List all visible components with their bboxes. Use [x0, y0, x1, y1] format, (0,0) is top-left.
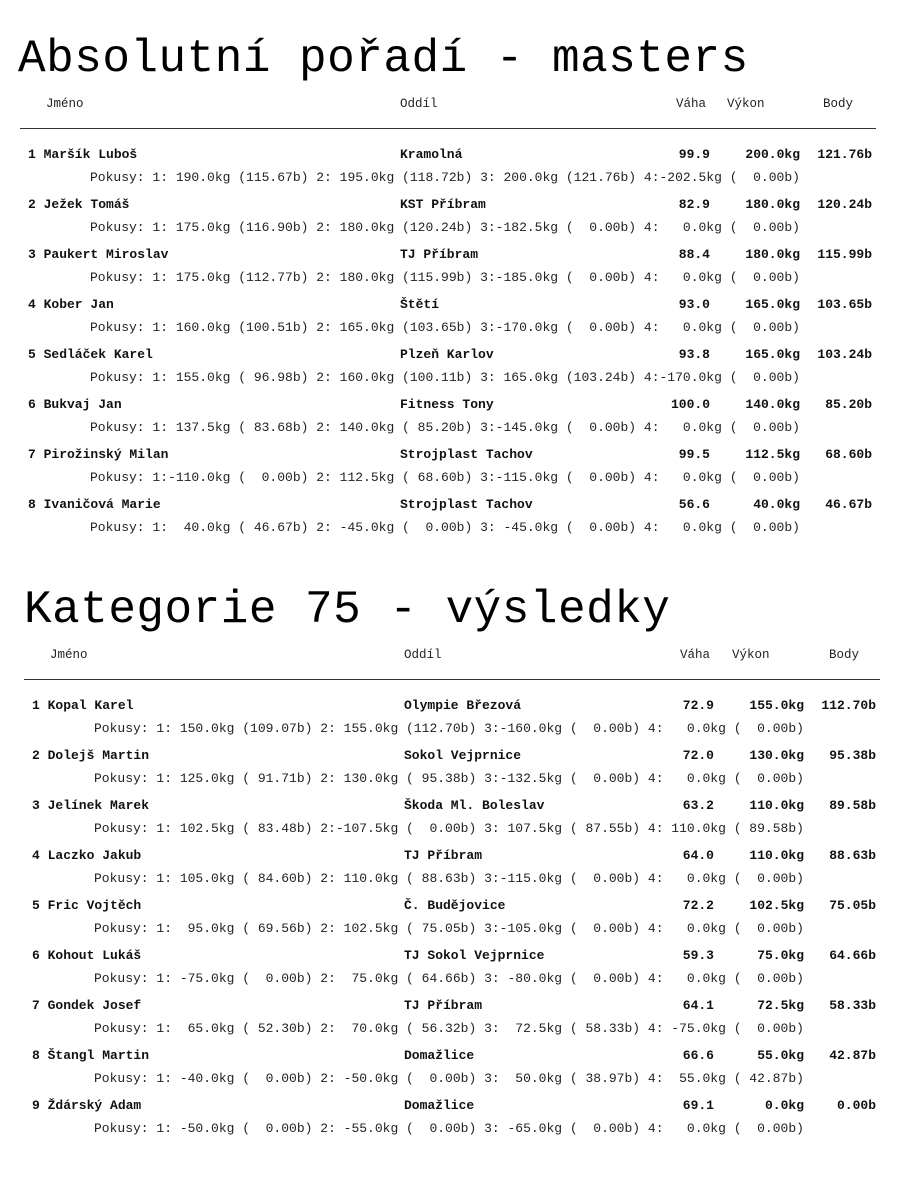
athlete-name: 8 Ivaničová Marie [28, 497, 161, 512]
points-value: 46.67b [825, 497, 872, 512]
result-row [24, 1046, 884, 1066]
attempts-line: Pokusy: 1:-110.0kg ( 0.00b) 2: 112.5kg ( 68.60b) 3:-115.0kg ( 0.00b) 4: 0.0kg ( 0.00b) [90, 470, 800, 485]
result-row [24, 746, 884, 766]
header-weight: Váha [676, 97, 707, 111]
club-name: TJ Sokol Vejprnice [404, 948, 545, 963]
attempts-line: Pokusy: 1: -50.0kg ( 0.00b) 2: -55.0kg ( 0.00b) 3: -65.0kg ( 0.00b) 4: 0.0kg ( 0.00b) [94, 1121, 804, 1136]
club-name: KST Příbram [400, 197, 486, 212]
category-75-title: Kategorie 75 - výsledky [24, 584, 671, 636]
points-value: 103.24b [817, 347, 872, 362]
body-weight: 93.0 [678, 297, 710, 312]
header-club: Oddíl [400, 97, 438, 111]
lift-result: 180.0kg [745, 247, 800, 262]
athlete-name: 4 Laczko Jakub [32, 848, 142, 863]
attempts-line: Pokusy: 1: 137.5kg ( 83.68b) 2: 140.0kg ( 85.20b) 3:-145.0kg ( 0.00b) 4: 0.0kg ( 0.00b) [90, 420, 800, 435]
result-row [24, 846, 884, 866]
body-weight: 82.9 [678, 197, 710, 212]
header-club: Oddíl [404, 648, 442, 662]
points-value: 75.05b [829, 898, 876, 913]
club-name: Plzeň Karlov [400, 347, 494, 362]
attempts-line: Pokusy: 1: 95.0kg ( 69.56b) 2: 102.5kg ( 75.05b) 3:-105.0kg ( 0.00b) 4: 0.0kg ( 0.00b) [94, 921, 804, 936]
result-row [20, 445, 880, 465]
attempts-line: Pokusy: 1: -40.0kg ( 0.00b) 2: -50.0kg ( 0.00b) 3: 50.0kg ( 38.97b) 4: 55.0kg ( 42.87b) [94, 1071, 804, 1086]
body-weight: 88.4 [678, 247, 710, 262]
athlete-name: 5 Sedláček Karel [28, 347, 153, 362]
points-value: 115.99b [817, 247, 872, 262]
result-row [20, 495, 880, 515]
body-weight: 69.1 [682, 1098, 714, 1113]
body-weight: 63.2 [682, 798, 714, 813]
club-name: TJ Příbram [404, 848, 483, 863]
club-name: Domažlice [404, 1098, 475, 1113]
lift-result: 140.0kg [745, 397, 800, 412]
result-row [20, 195, 880, 215]
athlete-name: 3 Jelínek Marek [32, 798, 150, 813]
result-row [24, 1096, 884, 1116]
lift-result: 165.0kg [745, 347, 800, 362]
points-value: 42.87b [829, 1048, 876, 1063]
attempts-line: Pokusy: 1: 175.0kg (112.77b) 2: 180.0kg (115.99b) 3:-185.0kg ( 0.00b) 4: 0.0kg ( 0.00b) [90, 270, 800, 285]
club-name: Kramolná [400, 147, 463, 162]
club-name: Sokol Vejprnice [404, 748, 522, 763]
lift-result: 40.0kg [753, 497, 800, 512]
lift-result: 200.0kg [745, 147, 800, 162]
body-weight: 93.8 [678, 347, 710, 362]
body-weight: 100.0 [670, 397, 710, 412]
points-value: 95.38b [829, 748, 876, 763]
points-value: 85.20b [825, 397, 872, 412]
athlete-name: 2 Dolejš Martin [32, 748, 150, 763]
lift-result: 72.5kg [757, 998, 804, 1013]
attempts-line: Pokusy: 1: 190.0kg (115.67b) 2: 195.0kg (118.72b) 3: 200.0kg (121.76b) 4:-202.5kg ( 0.00b) [90, 170, 800, 185]
header-points: Body [823, 97, 854, 111]
header-divider [24, 679, 880, 680]
club-name: Štětí [400, 297, 440, 312]
athlete-name: 4 Kober Jan [28, 297, 114, 312]
lift-result: 110.0kg [749, 798, 804, 813]
club-name: Olympie Březová [404, 698, 522, 713]
club-name: Č. Budějovice [404, 898, 506, 913]
body-weight: 72.9 [682, 698, 714, 713]
lift-result: 55.0kg [757, 1048, 804, 1063]
body-weight: 99.9 [678, 147, 710, 162]
header-divider [20, 128, 876, 129]
attempts-line: Pokusy: 1: -75.0kg ( 0.00b) 2: 75.0kg ( 64.66b) 3: -80.0kg ( 0.00b) 4: 0.0kg ( 0.00b) [94, 971, 804, 986]
athlete-name: 6 Kohout Lukáš [32, 948, 142, 963]
body-weight: 56.6 [678, 497, 710, 512]
body-weight: 59.3 [682, 948, 714, 963]
header-lift: Výkon [727, 97, 765, 111]
athlete-name: 1 Kopal Karel [32, 698, 134, 713]
attempts-line: Pokusy: 1: 155.0kg ( 96.98b) 2: 160.0kg (100.11b) 3: 165.0kg (103.24b) 4:-170.0kg ( 0.00b) [90, 370, 800, 385]
result-row [20, 345, 880, 365]
body-weight: 99.5 [678, 447, 710, 462]
attempts-line: Pokusy: 1: 102.5kg ( 83.48b) 2:-107.5kg ( 0.00b) 3: 107.5kg ( 87.55b) 4: 110.0kg ( 89.58b) [94, 821, 804, 836]
attempts-line: Pokusy: 1: 40.0kg ( 46.67b) 2: -45.0kg ( 0.00b) 3: -45.0kg ( 0.00b) 4: 0.0kg ( 0.00b) [90, 520, 800, 535]
points-value: 103.65b [817, 297, 872, 312]
club-name: Fitness Tony [400, 397, 494, 412]
athlete-name: 5 Fric Vojtěch [32, 898, 142, 913]
lift-result: 75.0kg [757, 948, 804, 963]
lift-result: 155.0kg [749, 698, 804, 713]
header-points: Body [829, 648, 860, 662]
points-value: 0.00b [836, 1098, 876, 1113]
athlete-name: 6 Bukvaj Jan [28, 397, 122, 412]
attempts-line: Pokusy: 1: 175.0kg (116.90b) 2: 180.0kg (120.24b) 3:-182.5kg ( 0.00b) 4: 0.0kg ( 0.00b) [90, 220, 800, 235]
athlete-name: 3 Paukert Miroslav [28, 247, 169, 262]
athlete-name: 9 Ždárský Adam [32, 1098, 142, 1113]
result-row [24, 996, 884, 1016]
points-value: 120.24b [817, 197, 872, 212]
body-weight: 72.0 [682, 748, 714, 763]
athlete-name: 2 Ježek Tomáš [28, 197, 130, 212]
points-value: 89.58b [829, 798, 876, 813]
club-name: Škoda Ml. Boleslav [404, 798, 545, 813]
result-row [24, 796, 884, 816]
lift-result: 112.5kg [745, 447, 800, 462]
points-value: 68.60b [825, 447, 872, 462]
lift-result: 102.5kg [749, 898, 804, 913]
points-value: 64.66b [829, 948, 876, 963]
result-row [24, 696, 884, 716]
club-name: Strojplast Tachov [400, 497, 533, 512]
lift-result: 165.0kg [745, 297, 800, 312]
club-name: TJ Příbram [404, 998, 483, 1013]
attempts-line: Pokusy: 1: 105.0kg ( 84.60b) 2: 110.0kg ( 88.63b) 3:-115.0kg ( 0.00b) 4: 0.0kg ( 0.00b) [94, 871, 804, 886]
club-name: Strojplast Tachov [400, 447, 533, 462]
points-value: 58.33b [829, 998, 876, 1013]
points-value: 88.63b [829, 848, 876, 863]
header-name: Jméno [46, 97, 84, 111]
attempts-line: Pokusy: 1: 125.0kg ( 91.71b) 2: 130.0kg ( 95.38b) 3:-132.5kg ( 0.00b) 4: 0.0kg ( 0.00b) [94, 771, 804, 786]
lift-result: 180.0kg [745, 197, 800, 212]
body-weight: 64.0 [682, 848, 714, 863]
club-name: Domažlice [404, 1048, 475, 1063]
athlete-name: 1 Maršík Luboš [28, 147, 138, 162]
attempts-line: Pokusy: 1: 65.0kg ( 52.30b) 2: 70.0kg ( 56.32b) 3: 72.5kg ( 58.33b) 4: -75.0kg ( 0.00b) [94, 1021, 804, 1036]
points-value: 121.76b [817, 147, 872, 162]
attempts-line: Pokusy: 1: 160.0kg (100.51b) 2: 165.0kg (103.65b) 3:-170.0kg ( 0.00b) 4: 0.0kg ( 0.00b) [90, 320, 800, 335]
attempts-line: Pokusy: 1: 150.0kg (109.07b) 2: 155.0kg (112.70b) 3:-160.0kg ( 0.00b) 4: 0.0kg ( 0.00b) [94, 721, 804, 736]
result-row [20, 145, 880, 165]
header-name: Jméno [50, 648, 88, 662]
club-name: TJ Příbram [400, 247, 479, 262]
athlete-name: 7 Pirožinský Milan [28, 447, 169, 462]
masters-title: Absolutní pořadí - masters [18, 33, 749, 85]
result-row [24, 946, 884, 966]
athlete-name: 8 Štangl Martin [32, 1048, 150, 1063]
lift-result: 130.0kg [749, 748, 804, 763]
body-weight: 72.2 [682, 898, 714, 913]
lift-result: 110.0kg [749, 848, 804, 863]
result-row [20, 395, 880, 415]
lift-result: 0.0kg [764, 1098, 804, 1113]
body-weight: 66.6 [682, 1048, 714, 1063]
body-weight: 64.1 [682, 998, 714, 1013]
athlete-name: 7 Gondek Josef [32, 998, 142, 1013]
header-lift: Výkon [732, 648, 770, 662]
result-row [20, 295, 880, 315]
points-value: 112.70b [821, 698, 876, 713]
header-weight: Váha [680, 648, 711, 662]
result-row [24, 896, 884, 916]
result-row [20, 245, 880, 265]
